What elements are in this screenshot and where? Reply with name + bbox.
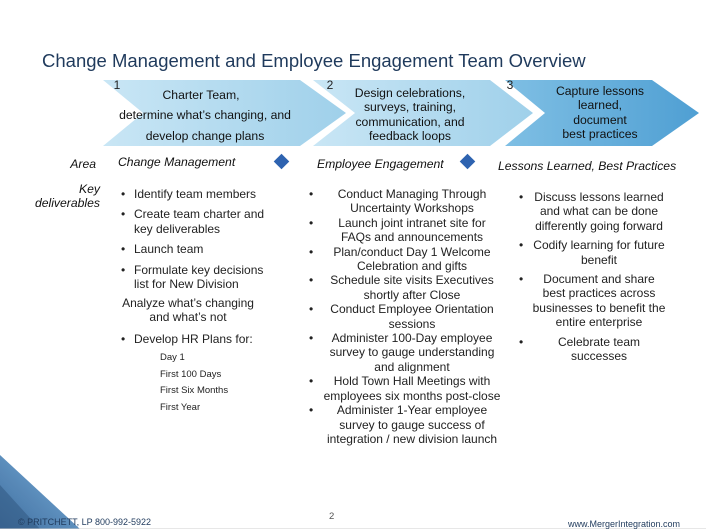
footer-copyright: © PRITCHETT, LP 800-992-5922: [18, 517, 152, 527]
row-label-area: Area: [70, 157, 96, 171]
sub-item-day-1: Day 1: [160, 352, 185, 363]
step-1-text: [100, 88, 310, 143]
sub-item-first-six-months: First Six Months: [160, 385, 229, 396]
step-2-line: Design celebrations,: [354, 86, 466, 100]
page-title: Change Management and Employee Engagement Team Overview: [42, 50, 586, 71]
list-item: • Schedule site visits Executives shortly after Close: [306, 273, 502, 302]
list-item: • Develop HR Plans for:: [118, 332, 288, 346]
step-1-number: 1: [113, 78, 121, 92]
step-3-line: best practices: [562, 126, 638, 141]
page-number: 2: [329, 511, 335, 522]
list-item: • Conduct Employee Orientation sessions: [306, 302, 502, 331]
list-item: • Administer 1-Year employee survey to gauge success of integration / new division launch: [306, 403, 502, 446]
employee-engagement-deliverables: [306, 187, 502, 446]
list-item: • Discuss lessons learned and what can be done differently going forward: [516, 190, 666, 233]
step-2-number: 2: [326, 78, 334, 92]
area-lessons-learned: Lessons Learned, Best Practices: [498, 159, 677, 173]
list-item: • Document and share best practices across businesses to benefit the entire enterprise: [516, 272, 666, 330]
step-3-number: 3: [506, 78, 514, 92]
list-item: • Codify learning for future benefit: [516, 238, 666, 267]
sub-item-first-year: First Year: [160, 402, 201, 413]
list-item: • Launch team: [118, 242, 278, 256]
hr-plans-list: [118, 332, 288, 346]
step-2-line: surveys, training,: [363, 100, 457, 115]
list-item: • Conduct Managing Through Uncertainty Workshops: [306, 187, 502, 216]
step-2-text: [345, 86, 475, 143]
row-label-key-deliverables: Key deliverables: [34, 182, 100, 210]
list-item: • Hold Town Hall Meetings with employees six months post-close: [306, 374, 502, 403]
step-3-line: learned,: [577, 98, 623, 113]
footer-website: www.MergerIntegration.com: [568, 519, 681, 529]
list-item: • Administer 100-Day employee survey to gauge understanding and alignment: [306, 331, 502, 374]
list-item: • Plan/conduct Day 1 Welcome Celebration and gifts: [306, 245, 502, 274]
step-2-line: feedback loops: [369, 128, 451, 143]
analyze-note: Analyze what’s changing and what’s not: [122, 296, 254, 325]
list-item: • Identify team members: [118, 187, 278, 201]
step-1-line: develop change plans: [145, 128, 265, 143]
list-item: • Launch joint intranet site for FAQs and announcements: [306, 216, 502, 245]
lessons-learned-deliverables: [516, 190, 666, 363]
area-change-management: Change Management: [118, 155, 236, 169]
area-employee-engagement: Employee Engagement: [317, 157, 444, 171]
sub-item-first-100-days: First 100 Days: [160, 369, 222, 380]
step-3-line: document: [573, 112, 627, 127]
step-2-line: communication, and: [355, 114, 465, 129]
step-1-line: Charter Team,: [162, 88, 240, 102]
list-item: • Formulate key decisions list for New Division: [118, 263, 278, 292]
change-management-deliverables: [118, 187, 278, 291]
step-3-text: [540, 84, 660, 141]
step-3-line: Capture lessons: [555, 84, 645, 98]
list-item: • Create team charter and key deliverables: [118, 207, 278, 236]
step-1-line: determine what’s changing, and: [119, 108, 291, 123]
list-item: • Celebrate team successes: [516, 335, 666, 364]
